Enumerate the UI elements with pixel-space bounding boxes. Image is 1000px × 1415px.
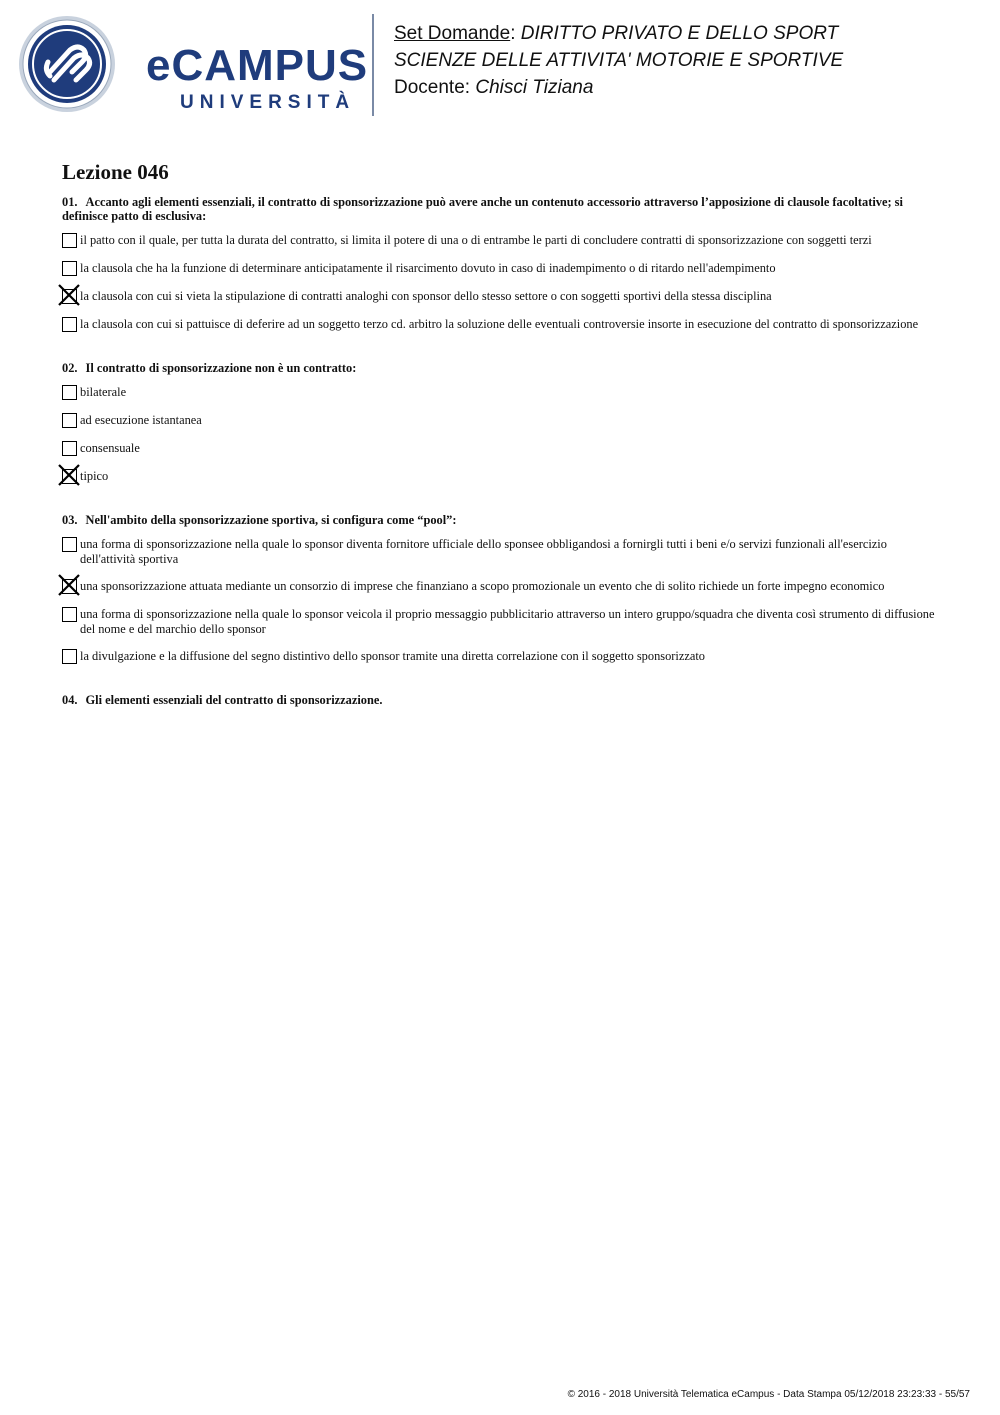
quiz-content — [62, 160, 938, 717]
teacher-line: Docente: Chisci Tiziana — [394, 77, 594, 98]
answer-option[interactable] — [62, 261, 938, 277]
teacher-label: Docente — [394, 77, 465, 98]
answer-checkbox[interactable] — [62, 233, 77, 248]
question-text — [62, 693, 938, 707]
answer-option[interactable] — [62, 441, 938, 457]
answer-option[interactable] — [62, 607, 938, 637]
answer-option[interactable] — [62, 469, 938, 485]
cross-mark-icon — [57, 283, 81, 307]
answer-text: una forma di sponsorizzazione nella quale lo sponsor diventa fornitore ufficiale dello sponsee obbligandosi a fornirgli tutti i beni e/o servizi funzionali all'esercizio dell'attività sportiva — [80, 537, 887, 566]
answer-text: la clausola con cui si pattuisce di deferire ad un soggetto terzo cd. arbitro la soluzione delle eventuali controversie insorte in esecuzione del contratto di sponsorizzazione — [80, 317, 919, 331]
set-label: Set Domande — [394, 23, 511, 44]
question-text — [62, 513, 938, 527]
answer-text: la clausola che ha la funzione di determinare anticipatamente il risarcimento dovuto in caso di inadempimento o di ritardo nell'adempimento — [80, 261, 776, 275]
question-spacer — [62, 497, 938, 513]
answer-checkbox[interactable] — [62, 261, 77, 276]
set-line: Set Domande: DIRITTO PRIVATO E DELLO SPORT — [394, 23, 839, 44]
answer-option[interactable] — [62, 233, 938, 249]
answer-text: bilaterale — [80, 385, 127, 399]
answer-checkbox[interactable] — [62, 413, 77, 428]
question-text — [62, 195, 938, 223]
course-name: SCIENZE DELLE ATTIVITA' MOTORIE E SPORTIVE — [394, 50, 844, 71]
question-label: Accanto agli elementi essenziali, il contratto di sponsorizzazione può avere anche un contenuto accessorio attraverso l’apposizione di clausole facoltative; si definisce patto di esclusiva: — [62, 195, 903, 223]
answer-checkbox[interactable] — [62, 385, 77, 400]
answer-text: consensuale — [80, 441, 140, 455]
logo-subtitle: UNIVERSITÀ — [180, 92, 356, 113]
teacher-name: Chisci Tiziana — [475, 77, 594, 98]
set-value: DIRITTO PRIVATO E DELLO SPORT — [520, 23, 839, 44]
answer-option[interactable] — [62, 317, 938, 333]
answer-option[interactable] — [62, 537, 938, 567]
answer-text: ad esecuzione istantanea — [80, 413, 202, 427]
answer-text: il patto con il quale, per tutta la durata del contratto, si limita il potere di una o di entrambe le parti di concludere contratti di sponsorizzazione con soggetti terzi — [80, 233, 872, 247]
question-label: Il contratto di sponsorizzazione non è un contratto: — [85, 361, 357, 375]
ecampus-logo — [14, 14, 369, 114]
course-line — [394, 47, 843, 74]
ecampus-emblem-icon — [14, 14, 120, 114]
answer-checkbox[interactable] — [62, 607, 77, 622]
question-list — [62, 195, 938, 707]
answer-text: una sponsorizzazione attuata mediante un consorzio di imprese che finanziano a scopo promozionale un evento che di solito richiede un forte impegno economico — [80, 579, 885, 593]
page-footer: © 2016 - 2018 Università Telematica eCampus - Data Stampa 05/12/2018 23:23:33 - 55/57 — [567, 1389, 970, 1400]
question-label: Nell'ambito della sponsorizzazione sportiva, si configura come “pool”: — [85, 513, 457, 527]
question-label: Gli elementi essenziali del contratto di sponsorizzazione. — [85, 693, 383, 707]
lesson-title: Lezione 046 — [62, 160, 169, 184]
logo-brand: eCAMPUS — [146, 41, 369, 90]
question-number: 03. — [62, 513, 78, 527]
question-number: 04. — [62, 693, 78, 707]
header-divider — [372, 14, 374, 116]
answer-checkbox[interactable] — [62, 649, 77, 664]
answer-text: la clausola con cui si vieta la stipulazione di contratti analoghi con sponsor dello stesso settore o con soggetti sportivi della stessa disciplina — [80, 289, 772, 303]
answer-option[interactable] — [62, 413, 938, 429]
question-text — [62, 361, 938, 375]
question-04 — [62, 693, 938, 707]
answer-text: una forma di sponsorizzazione nella quale lo sponsor veicola il proprio messaggio pubblicitario attraverso un intero gruppo/squadra che diventa così strumento di diffusione del nome e del marchio dello sponsor — [80, 607, 935, 636]
answer-text: la divulgazione e la diffusione del segno distintivo dello sponsor tramite una diretta correlazione con il soggetto sponsorizzato — [80, 649, 705, 663]
question-02 — [62, 361, 938, 485]
answer-option[interactable] — [62, 385, 938, 401]
cross-mark-icon — [57, 573, 81, 597]
answer-option[interactable] — [62, 579, 938, 595]
cross-mark-icon — [57, 463, 81, 487]
answer-option[interactable] — [62, 649, 938, 665]
answer-checkbox[interactable] — [62, 441, 77, 456]
question-number: 01. — [62, 195, 78, 209]
answer-checkbox[interactable] — [62, 537, 77, 552]
question-03 — [62, 513, 938, 665]
answer-option[interactable] — [62, 289, 938, 305]
answer-checkbox[interactable] — [62, 317, 77, 332]
question-spacer — [62, 345, 938, 361]
question-number: 02. — [62, 361, 78, 375]
answer-text: tipico — [80, 469, 109, 483]
question-spacer — [62, 677, 938, 693]
header-info — [394, 20, 843, 101]
question-01 — [62, 195, 938, 333]
